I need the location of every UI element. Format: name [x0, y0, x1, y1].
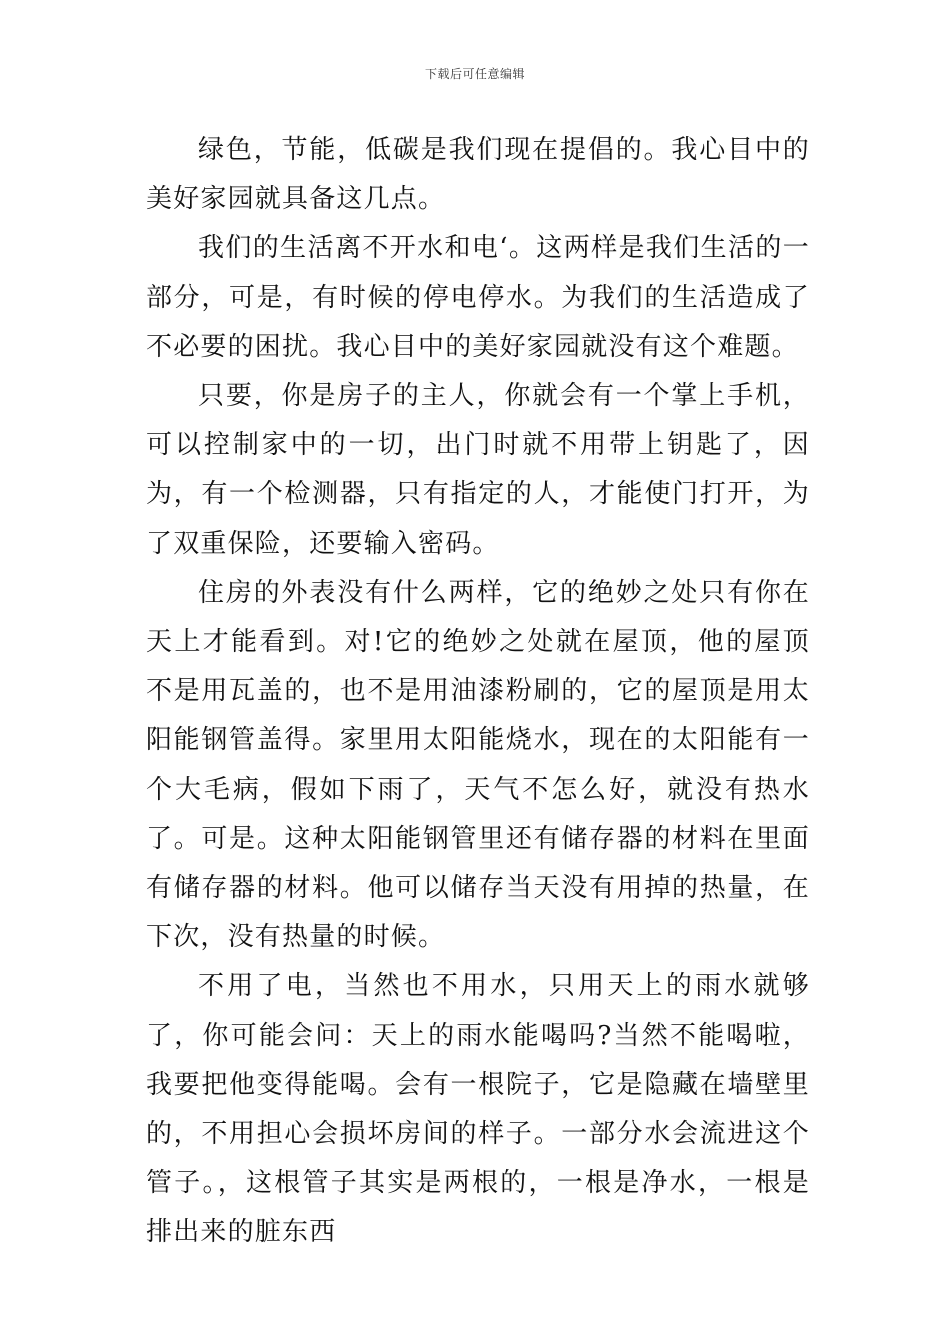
paragraph: 住房的外表没有什么两样，它的绝妙之处只有你在天上才能看到。对!它的绝妙之处就在屋顶，他的屋顶不是用瓦盖的，也不是用油漆粉刷的，它的屋顶是用太阳能钢管盖得。家里用太阳能烧水，现在的太阳能有一个大毛病，假如下雨了，天气不怎么好，就没有热水了。可是。这种太阳能钢管里还有储存器的材料在里面有储存器的材料。他可以储存当天没有用掉的热量，在下次，没有热量的时候。 — [146, 577, 810, 953]
paragraph: 不用了电，当然也不用水，只用天上的雨水就够了，你可能会问：天上的雨水能喝吗?当然不能喝啦，我要把他变得能喝。会有一根院子，它是隐藏在墙壁里的，不用担心会损坏房间的样子。一部分水会流进这个管子。，这根管子其实是两根的，一根是净水，一根是排出来的脏东西 — [146, 971, 810, 1248]
paragraph: 我们的生活离不开水和电‘。这两样是我们生活的一部分，可是，有时候的停电停水。为我们的生活造成了不必要的困扰。我心目中的美好家园就没有这个难题。 — [146, 233, 810, 362]
paragraph: 绿色，节能，低碳是我们现在提倡的。我心目中的美好家园就具备这几点。 — [146, 135, 810, 215]
essay-body — [146, 126, 810, 1258]
paragraph: 只要，你是房子的主人，你就会有一个掌上手机，可以控制家中的一切，出门时就不用带上钥匙了，因为，有一个检测器，只有指定的人，才能使门打开，为了双重保险，还要输入密码。 — [146, 381, 810, 559]
page-header: 下载后可任意编辑 — [424, 67, 525, 81]
